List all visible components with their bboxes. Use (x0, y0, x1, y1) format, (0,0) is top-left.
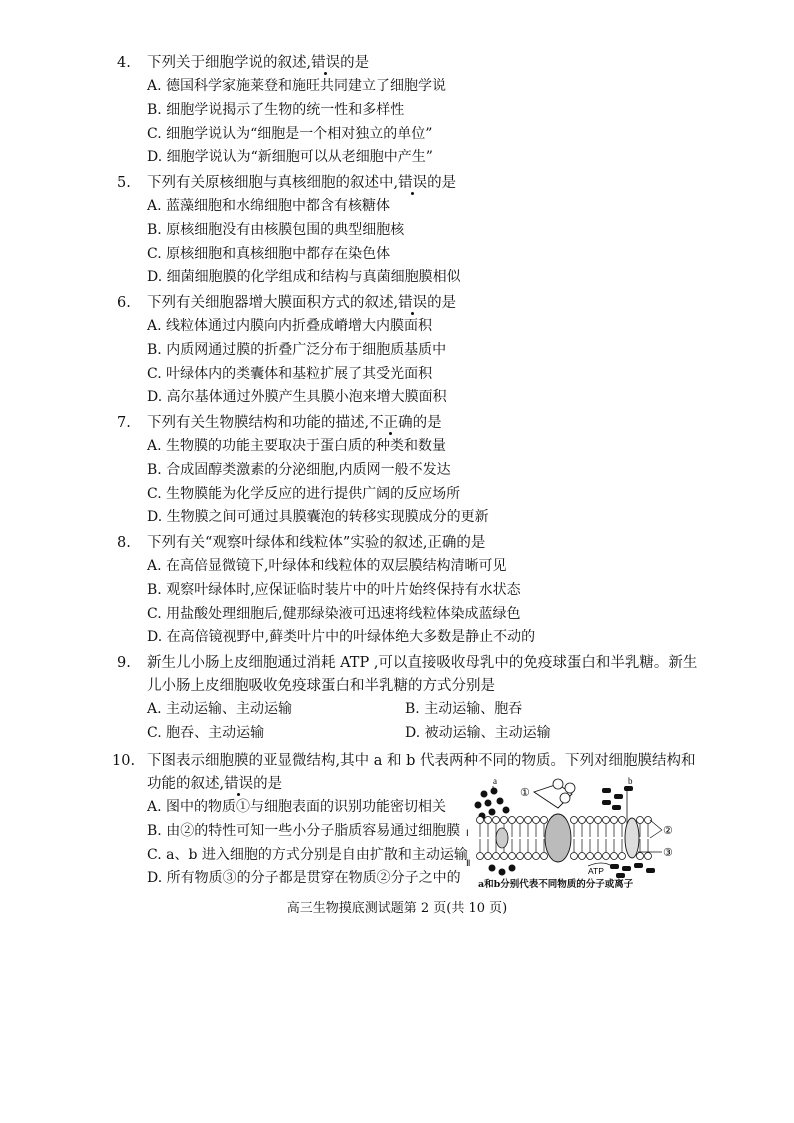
question-number: 6. (117, 295, 131, 311)
option-a: A. 主动运输、主动运输 (147, 701, 293, 717)
question-stem (117, 652, 717, 675)
question-number: 10. (112, 753, 136, 769)
stem-text: 的是 (412, 415, 442, 431)
option-b: B. 主动运输、胞吞 (405, 701, 523, 717)
option-d: D. 细菌细胞膜的化学组成和结构与真菌细胞膜相似 (147, 269, 461, 286)
stem-text: 新生儿小肠上皮细胞通过消耗 ATP ,可以直接吸收母乳中的免疫球蛋白和半乳糖。新生 (147, 655, 698, 671)
option-a: A. 生物膜的功能主要取决于蛋白质的种类和数量 (147, 438, 447, 454)
question-8 (117, 532, 717, 650)
label-side-I: Ⅰ (466, 828, 469, 838)
label-2: ② (663, 824, 673, 837)
molecule-b-cluster (602, 786, 633, 810)
option-a: A. 图中的物质①与细胞表面的识别功能密切相关 (147, 799, 447, 815)
stem-text: 下列有关生物膜结构和功能的描述, (147, 415, 370, 431)
page-footer: 高三生物摸底测试题第 2 页(共 10 页) (286, 901, 508, 916)
option-row (117, 722, 717, 746)
option-a: A. 在高倍显微镜下,叶绿体和线粒体的双层膜结构清晰可见 (147, 558, 507, 574)
label-atp: ATP (588, 866, 604, 876)
stem-text: 的是 (253, 776, 283, 792)
option-b: B. 由②的特性可知一些小分子脂质容易通过细胞膜 (147, 822, 461, 839)
question-stem (117, 412, 717, 435)
stem-text: 的是 (427, 175, 457, 191)
option-c: C. 生物膜能为化学反应的进行提供广阔的反应场所 (147, 485, 461, 502)
option-a: A. 线粒体通过内膜向内折叠成嵴增大内膜面积 (147, 318, 433, 334)
emphasis-text: 不正确 (369, 415, 413, 431)
question-stem (117, 292, 717, 315)
question-stem (117, 532, 717, 555)
label-b: b (628, 776, 633, 786)
option-d: D. 细胞学说认为“新细胞可以从老细胞中产生” (147, 149, 433, 166)
question-7 (117, 412, 717, 530)
option-a: A. 蓝藻细胞和水绵细胞中都含有核糖体 (147, 198, 391, 214)
question-stem (117, 172, 717, 195)
question-4 (117, 52, 717, 170)
option-a: A. 德国科学家施莱登和施旺共同建立了细胞学说 (147, 78, 447, 94)
option-row (117, 698, 717, 722)
label-side-II: Ⅱ (466, 858, 471, 868)
option-b: B. 内质网通过膜的折叠广泛分布于细胞质基质中 (147, 341, 447, 358)
stem-text: 下列有关细胞器增大膜面积方式的叙述, (147, 295, 399, 311)
emphasis-text: 错误 (398, 175, 428, 191)
stem-text: 儿小肠上皮细胞吸收免疫球蛋白和半乳糖的方式分别是 (147, 678, 495, 694)
option-b: B. 观察叶绿体时,应保证临时装片中的叶片始终保持有水状态 (147, 581, 521, 598)
option-b: B. 细胞学说揭示了生物的统一性和多样性 (147, 101, 405, 118)
option-c: C. a、b 进入细胞的方式分别是自由扩散和主动运输 (147, 846, 468, 863)
stem-text: 的是 (427, 295, 457, 311)
option-d: D. 被动运输、主动运输 (405, 724, 551, 741)
option-d: D. 生物膜之间可通过具膜囊泡的转移实现膜成分的更新 (147, 509, 489, 526)
option-c: C. 用盐酸处理细胞后,健那绿染液可迅速将线粒体染成蓝绿色 (147, 605, 521, 622)
option-c: C. 叶绿体内的类囊体和基粒扩展了其受光面积 (147, 365, 433, 382)
label-3: ③ (663, 846, 673, 859)
stem-text: 的是 (340, 55, 370, 71)
question-number: 5. (117, 175, 131, 191)
stem-text: 下列有关原核细胞与真核细胞的叙述中, (147, 175, 399, 191)
label-1: ① (520, 786, 530, 799)
option-b: B. 原核细胞没有由核膜包围的典型细胞核 (147, 221, 405, 238)
stem-text: 下列有关“观察叶绿体和线粒体”实验的叙述,正确的是 (147, 535, 486, 551)
emphasis-text: 错误 (398, 295, 428, 311)
stem-text: 功能的叙述, (147, 776, 225, 792)
label-a: a (493, 776, 497, 786)
option-d: D. 在高倍镜视野中,藓类叶片中的叶绿体绝大多数是静止不动的 (147, 629, 536, 646)
option-b: B. 合成固醇类激素的分泌细胞,内质网一般不发达 (147, 461, 451, 478)
stem-text: 下图表示细胞膜的亚显微结构,其中 a 和 b 代表两种不同的物质。下列对细胞膜结构和 (147, 753, 696, 769)
question-6 (117, 292, 717, 410)
option-d: D. 所有物质③的分子都是贯穿在物质②分子之中的 (147, 870, 461, 887)
emphasis-text: 错误 (224, 776, 254, 792)
option-c: C. 细胞学说认为“细胞是一个相对独立的单位” (147, 125, 433, 142)
transmembrane-protein (545, 814, 571, 862)
question-5 (117, 172, 717, 290)
question-number: 7. (117, 415, 131, 431)
carrier-protein (625, 818, 639, 858)
question-number: 4. (117, 55, 131, 71)
emphasis-text: 错误 (311, 55, 341, 71)
question-stem (112, 750, 712, 773)
question-number: 8. (117, 535, 131, 551)
question-number: 9. (117, 655, 131, 671)
option-d: D. 高尔基体通过外膜产生具膜小泡来增大膜面积 (147, 389, 447, 406)
stem-text: 下列关于细胞学说的叙述, (147, 55, 312, 71)
question-9 (117, 652, 717, 746)
option-c: C. 胞吞、主动运输 (147, 724, 265, 741)
option-c: C. 原核细胞和真核细胞中都存在染色体 (147, 245, 391, 262)
embedded-protein (496, 828, 508, 848)
molecule-a-cluster (475, 788, 510, 820)
question-stem (117, 52, 717, 75)
diagram-caption: a和b分别代表不同物质的分子或离子 (478, 879, 634, 890)
